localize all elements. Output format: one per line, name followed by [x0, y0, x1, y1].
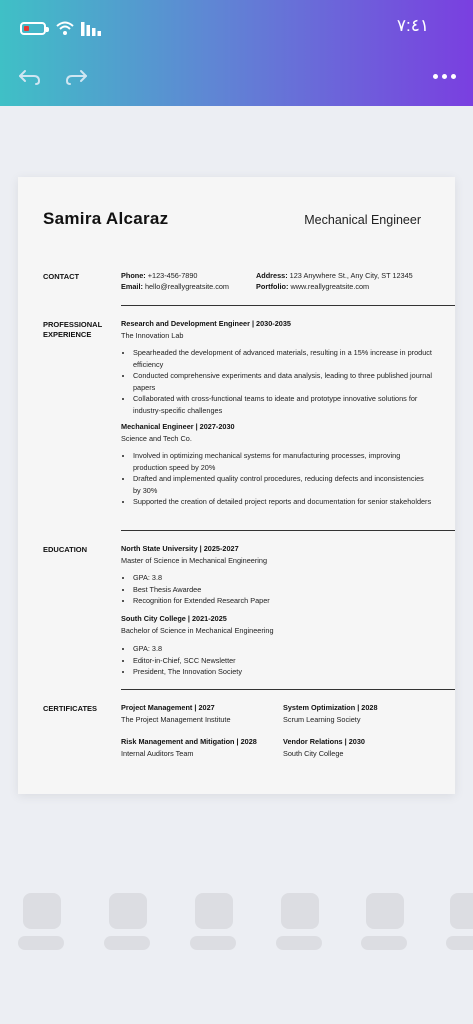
wifi-icon — [56, 20, 74, 36]
job-title: Research and Development Engineer | 2030-2035 — [121, 319, 291, 328]
list-item: • Editor-in-Chief, SCC Newsletter — [133, 655, 433, 667]
list-item: • Conducted comprehensive experiments and data analysis, leading to three published journal papers — [133, 370, 433, 393]
divider — [121, 689, 455, 690]
tool-placeholder[interactable] — [450, 893, 473, 929]
tool-placeholder[interactable] — [281, 893, 319, 929]
job-org: Science and Tech Co. — [121, 434, 192, 443]
tool-placeholder[interactable] — [195, 893, 233, 929]
school-degree: Bachelor of Science in Mechanical Engineering — [121, 626, 274, 635]
contact-section-title: CONTACT — [43, 272, 80, 281]
certificate-org: The Project Management Institute — [121, 715, 231, 724]
list-item: • Recognition for Extended Research Paper — [133, 595, 433, 607]
undo-icon[interactable] — [16, 62, 44, 90]
top-toolbar — [0, 0, 473, 106]
certificate-org: South City College — [283, 749, 344, 758]
tool-label-placeholder — [361, 936, 407, 950]
list-item: • Drafted and implemented quality control procedures, reducing defects and inconsistencies by 30% — [133, 473, 433, 496]
list-item: • Best Thesis Awardee — [133, 584, 433, 596]
battery-icon — [20, 22, 46, 35]
school-title: North State University | 2025-2027 — [121, 544, 239, 553]
divider — [121, 305, 455, 306]
experience-section-title: PROFESSIONAL EXPERIENCE — [43, 320, 103, 339]
contact-phone: Phone: +123-456-7890 — [121, 271, 198, 280]
job-bullets — [121, 347, 433, 416]
contact-email: Email: hello@reallygreatsite.com — [121, 282, 229, 291]
tool-label-placeholder — [446, 936, 473, 950]
contact-address: Address: 123 Anywhere St., Any City, ST 12345 — [256, 271, 413, 280]
certificate-title: Risk Management and Mitigation | 2028 — [121, 737, 257, 746]
certificate-org: Scrum Learning Society — [283, 715, 361, 724]
list-item: • Spearheaded the development of advanced materials, resulting in a 15% increase in product efficiency — [133, 347, 433, 370]
job-bullets — [121, 450, 433, 508]
list-item: • President, The Innovation Society — [133, 666, 433, 678]
tool-placeholder[interactable] — [366, 893, 404, 929]
signal-icon — [80, 20, 102, 36]
contact-portfolio: Portfolio: www.reallygreatsite.com — [256, 282, 370, 291]
list-item: • GPA: 3.8 — [133, 572, 433, 584]
resume-name: Samira Alcaraz — [43, 209, 169, 228]
bottom-tool-tray — [0, 893, 473, 953]
certificate-org: Internal Auditors Team — [121, 749, 194, 758]
certificates-section-title: CERTIFICATES — [43, 704, 98, 713]
tool-label-placeholder — [104, 936, 150, 950]
tool-label-placeholder — [18, 936, 64, 950]
certificate-title: Vendor Relations | 2030 — [283, 737, 365, 746]
list-item: • Collaborated with cross-functional teams to ideate and prototype innovative solutions for industry-specific challenges — [133, 393, 433, 416]
tool-label-placeholder — [276, 936, 322, 950]
job-title: Mechanical Engineer | 2027-2030 — [121, 422, 235, 431]
tool-placeholder[interactable] — [109, 893, 147, 929]
status-time: ٧:٤١ — [396, 16, 429, 35]
tool-label-placeholder — [190, 936, 236, 950]
tool-placeholder[interactable] — [23, 893, 61, 929]
school-bullets — [121, 643, 433, 678]
list-item: • Supported the creation of detailed project reports and documentation for senior stakeholders — [133, 496, 433, 508]
job-org: The Innovation Lab — [121, 331, 184, 340]
certificate-title: Project Management | 2027 — [121, 703, 215, 712]
resume-document[interactable] — [18, 177, 455, 794]
divider — [121, 530, 455, 531]
school-title: South City College | 2021-2025 — [121, 614, 227, 623]
more-options-icon[interactable] — [433, 66, 459, 86]
school-degree: Master of Science in Mechanical Engineering — [121, 556, 268, 565]
certificate-title: System Optimization | 2028 — [283, 703, 378, 712]
status-bar — [0, 14, 473, 42]
education-section-title: EDUCATION — [43, 545, 88, 554]
school-bullets — [121, 572, 433, 607]
redo-icon[interactable] — [62, 62, 90, 90]
list-item: • GPA: 3.8 — [133, 643, 433, 655]
resume-role: Mechanical Engineer — [304, 213, 421, 227]
list-item: • Involved in optimizing mechanical systems for manufacturing processes, improving production speed by 20% — [133, 450, 433, 473]
